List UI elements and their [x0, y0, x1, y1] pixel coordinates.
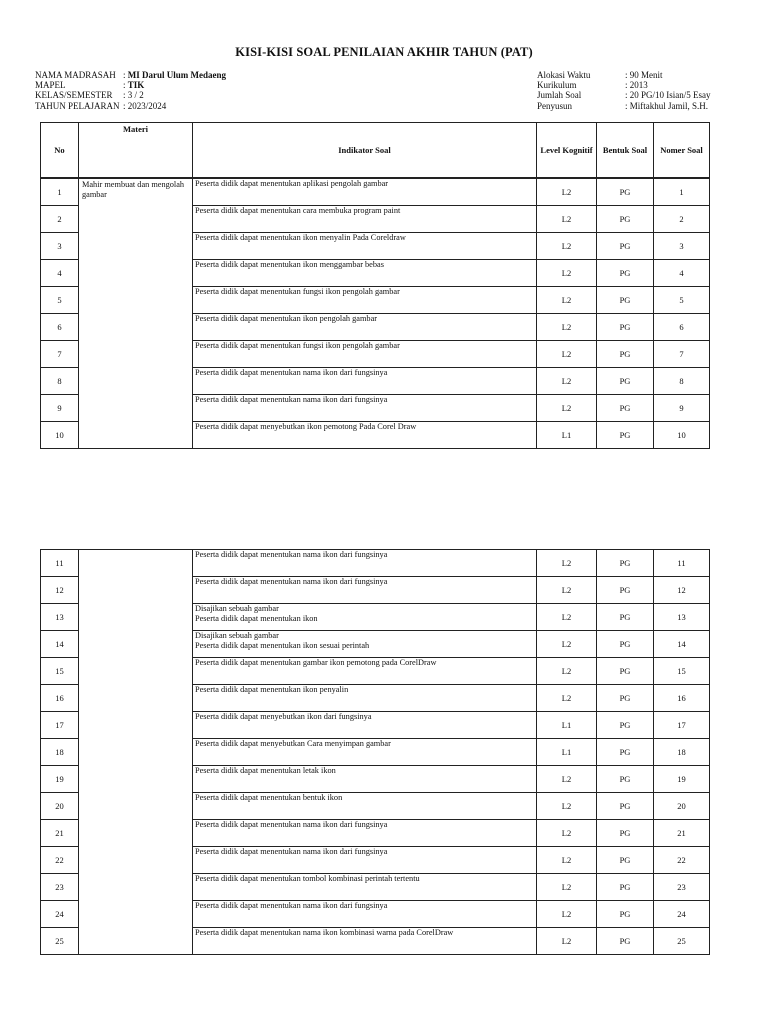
cell-bentuk: PG [597, 233, 654, 260]
cell-indikator [193, 341, 537, 368]
cell-no: 7 [41, 341, 79, 368]
meta-key: MAPEL [35, 80, 66, 91]
cell-bentuk: PG [597, 685, 654, 712]
indikator-line: Peserta didik dapat menentukan nama ikon dari fungsinya [195, 820, 388, 829]
cell-bentuk: PG [597, 550, 654, 577]
cell-level: L2 [537, 178, 597, 206]
header-level: Level Kognitif [537, 123, 597, 179]
cell-level: L1 [537, 739, 597, 766]
cell-indikator [193, 631, 537, 658]
cell-bentuk: PG [597, 260, 654, 287]
cell-indikator [193, 422, 537, 449]
cell-no: 19 [41, 766, 79, 793]
cell-level: L2 [537, 658, 597, 685]
cell-nomer: 2 [654, 206, 710, 233]
meta-right-block [537, 70, 711, 111]
meta-row-kelas: KELAS/SEMESTER : 3 / 2 [35, 90, 144, 101]
cell-nomer: 9 [654, 395, 710, 422]
cell-no: 5 [41, 287, 79, 314]
cell-indikator [193, 793, 537, 820]
cell-level: L2 [537, 287, 597, 314]
cell-nomer: 12 [654, 577, 710, 604]
cell-no: 10 [41, 422, 79, 449]
cell-indikator [193, 712, 537, 739]
meta-key: Kurikulum [537, 80, 577, 91]
indikator-line: Peserta didik dapat menentukan gambar ikon pemotong pada CorelDraw [195, 658, 437, 667]
cell-bentuk: PG [597, 712, 654, 739]
indikator-line: Peserta didik dapat menentukan ikon [195, 613, 318, 623]
meta-left-block [35, 70, 226, 111]
cell-level: L2 [537, 685, 597, 712]
meta-value: 2023/2024 [127, 100, 167, 111]
cell-bentuk: PG [597, 206, 654, 233]
header-materi: Materi [79, 123, 193, 179]
cell-level: L2 [537, 341, 597, 368]
cell-nomer: 17 [654, 712, 710, 739]
meta-row-mapel: MAPEL : TIK [35, 80, 145, 91]
cell-level: L2 [537, 928, 597, 955]
cell-indikator [193, 820, 537, 847]
cell-indikator [193, 550, 537, 577]
cell-nomer: 15 [654, 658, 710, 685]
cell-no: 16 [41, 685, 79, 712]
cell-bentuk: PG [597, 874, 654, 901]
indikator-line: Peserta didik dapat menentukan nama ikon dari fungsinya [195, 847, 388, 856]
cell-nomer: 23 [654, 874, 710, 901]
cell-indikator [193, 874, 537, 901]
indikator-line: Peserta didik dapat menyebutkan ikon pemotong Pada Corel Draw [195, 422, 417, 431]
indikator-line: Peserta didik dapat menentukan aplikasi pengolah gambar [195, 179, 389, 188]
cell-level: L2 [537, 577, 597, 604]
cell-no: 22 [41, 847, 79, 874]
kisi-table-page1 [40, 122, 710, 449]
cell-indikator [193, 928, 537, 955]
cell-bentuk: PG [597, 314, 654, 341]
cell-level: L1 [537, 712, 597, 739]
meta-value: Miftakhul Jamil, S.H. [629, 100, 709, 111]
cell-no: 24 [41, 901, 79, 928]
header-no: No [41, 123, 79, 179]
cell-bentuk: PG [597, 820, 654, 847]
header-nomer: Nomer Soal [654, 123, 710, 179]
table-row [41, 178, 710, 206]
cell-no: 14 [41, 631, 79, 658]
cell-nomer: 19 [654, 766, 710, 793]
cell-indikator [193, 368, 537, 395]
indikator-line: Peserta didik dapat menentukan ikon penyalin [195, 685, 349, 694]
cell-indikator [193, 577, 537, 604]
cell-nomer: 3 [654, 233, 710, 260]
cell-bentuk: PG [597, 368, 654, 395]
cell-bentuk: PG [597, 739, 654, 766]
meta-value: TIK [127, 80, 145, 91]
indikator-line: Peserta didik dapat menentukan fungsi ikon pengolah gambar [195, 287, 400, 296]
indikator-line: Peserta didik dapat menentukan ikon menyalin Pada Coreldraw [195, 233, 406, 242]
meta-key: KELAS/SEMESTER [35, 90, 113, 101]
meta-key: Penyusun [537, 100, 573, 111]
cell-indikator [193, 178, 537, 206]
cell-level: L2 [537, 793, 597, 820]
indikator-line: Peserta didik dapat menentukan ikon sesuai perintah [195, 640, 370, 650]
cell-no: 3 [41, 233, 79, 260]
cell-no: 15 [41, 658, 79, 685]
cell-no: 6 [41, 314, 79, 341]
header-bentuk: Bentuk Soal [597, 123, 654, 179]
indikator-line: Disajikan sebuah gambar [195, 604, 279, 613]
cell-bentuk: PG [597, 847, 654, 874]
indikator-line: Peserta didik dapat menentukan nama ikon dari fungsinya [195, 901, 388, 910]
cell-level: L2 [537, 847, 597, 874]
cell-level: L2 [537, 395, 597, 422]
meta-value: 90 Menit [629, 70, 663, 80]
cell-indikator [193, 685, 537, 712]
cell-no: 18 [41, 739, 79, 766]
cell-nomer: 6 [654, 314, 710, 341]
cell-no: 11 [41, 550, 79, 577]
cell-indikator [193, 847, 537, 874]
cell-indikator [193, 604, 537, 631]
cell-bentuk: PG [597, 793, 654, 820]
meta-value: 3 / 2 [127, 90, 144, 101]
cell-nomer: 18 [654, 739, 710, 766]
cell-indikator [193, 206, 537, 233]
cell-level: L2 [537, 874, 597, 901]
cell-no: 4 [41, 260, 79, 287]
cell-nomer: 11 [654, 550, 710, 577]
kisi-table-page2 [40, 549, 710, 955]
indikator-line: Peserta didik dapat menyebutkan ikon dari fungsinya [195, 712, 372, 721]
indikator-line: Disajikan sebuah gambar [195, 631, 279, 640]
meta-key: NAMA MADRASAH [35, 70, 116, 80]
cell-bentuk: PG [597, 604, 654, 631]
cell-nomer: 1 [654, 178, 710, 206]
cell-level: L2 [537, 901, 597, 928]
cell-bentuk: PG [597, 901, 654, 928]
cell-indikator [193, 233, 537, 260]
cell-indikator [193, 260, 537, 287]
indikator-line: Peserta didik dapat menentukan ikon menggambar bebas [195, 260, 384, 269]
meta-row-alokasi: Alokasi Waktu : 90 Menit [537, 70, 663, 80]
cell-bentuk: PG [597, 577, 654, 604]
cell-nomer: 21 [654, 820, 710, 847]
cell-bentuk: PG [597, 341, 654, 368]
cell-no: 17 [41, 712, 79, 739]
cell-bentuk: PG [597, 766, 654, 793]
header-indikator: Indikator Soal [193, 123, 537, 179]
cell-no: 13 [41, 604, 79, 631]
cell-level: L2 [537, 820, 597, 847]
cell-no: 23 [41, 874, 79, 901]
cell-indikator [193, 658, 537, 685]
indikator-line: Peserta didik dapat menentukan ikon pengolah gambar [195, 314, 378, 323]
table-row [41, 550, 710, 577]
cell-nomer: 20 [654, 793, 710, 820]
cell-no: 9 [41, 395, 79, 422]
cell-bentuk: PG [597, 422, 654, 449]
cell-materi [79, 550, 193, 955]
cell-indikator [193, 766, 537, 793]
cell-nomer: 16 [654, 685, 710, 712]
meta-row-madrasah: NAMA MADRASAH : MI Darul Ulum Medaeng [35, 70, 227, 80]
indikator-line: Peserta didik dapat menentukan nama ikon dari fungsinya [195, 550, 388, 559]
indikator-line: Peserta didik dapat menentukan bentuk ikon [195, 793, 343, 802]
cell-indikator [193, 901, 537, 928]
table-body-page1 [41, 178, 710, 449]
meta-key: TAHUN PELAJARAN [35, 100, 120, 111]
table-header-row [41, 123, 710, 179]
indikator-line: Peserta didik dapat menentukan letak ikon [195, 766, 336, 775]
meta-key: Jumlah Soal [537, 90, 582, 101]
indikator-line: Peserta didik dapat menentukan nama ikon kombinasi warna pada CorelDraw [195, 928, 454, 937]
cell-nomer: 4 [654, 260, 710, 287]
cell-bentuk: PG [597, 287, 654, 314]
cell-level: L2 [537, 233, 597, 260]
meta-row-kurikulum: Kurikulum : 2013 [537, 80, 648, 91]
meta-value: MI Darul Ulum Medaeng [127, 70, 227, 80]
cell-level: L2 [537, 604, 597, 631]
cell-indikator [193, 287, 537, 314]
cell-level: L2 [537, 260, 597, 287]
indikator-line: Peserta didik dapat menyebutkan Cara menyimpan gambar [195, 739, 391, 748]
meta-value: 2013 [629, 80, 648, 91]
cell-no: 2 [41, 206, 79, 233]
meta-row-tahun: TAHUN PELAJARAN : 2023/2024 [35, 100, 167, 111]
cell-nomer: 25 [654, 928, 710, 955]
indikator-line: Peserta didik dapat menentukan nama ikon dari fungsinya [195, 577, 388, 586]
cell-level: L2 [537, 550, 597, 577]
cell-level: L2 [537, 314, 597, 341]
cell-nomer: 10 [654, 422, 710, 449]
cell-indikator [193, 739, 537, 766]
cell-nomer: 7 [654, 341, 710, 368]
meta-row-penyusun: Penyusun : Miftakhul Jamil, S.H. [537, 100, 709, 111]
indikator-line: Peserta didik dapat menentukan nama ikon dari fungsinya [195, 395, 388, 404]
cell-bentuk: PG [597, 928, 654, 955]
cell-nomer: 14 [654, 631, 710, 658]
indikator-line: Peserta didik dapat menentukan nama ikon dari fungsinya [195, 368, 388, 377]
meta-key: Alokasi Waktu [537, 70, 591, 80]
cell-nomer: 5 [654, 287, 710, 314]
meta-value: 20 PG/10 Isian/5 Esay [629, 90, 711, 101]
cell-nomer: 22 [654, 847, 710, 874]
cell-bentuk: PG [597, 178, 654, 206]
cell-bentuk: PG [597, 658, 654, 685]
table-body-page2 [41, 550, 710, 955]
cell-no: 12 [41, 577, 79, 604]
document-title: KISI-KISI SOAL PENILAIAN AKHIR TAHUN (PAT) [235, 45, 533, 59]
cell-no: 1 [41, 178, 79, 206]
cell-level: L2 [537, 766, 597, 793]
cell-nomer: 8 [654, 368, 710, 395]
cell-indikator [193, 395, 537, 422]
cell-bentuk: PG [597, 395, 654, 422]
indikator-line: Peserta didik dapat menentukan cara membuka program paint [195, 206, 401, 215]
cell-indikator [193, 314, 537, 341]
cell-level: L1 [537, 422, 597, 449]
cell-nomer: 24 [654, 901, 710, 928]
cell-no: 21 [41, 820, 79, 847]
cell-level: L2 [537, 631, 597, 658]
cell-materi: Mahir membuat dan mengolah gambar [79, 178, 193, 449]
cell-no: 20 [41, 793, 79, 820]
meta-row-jumlah: Jumlah Soal : 20 PG/10 Isian/5 Esay [537, 90, 711, 101]
cell-bentuk: PG [597, 631, 654, 658]
cell-level: L2 [537, 206, 597, 233]
indikator-line: Peserta didik dapat menentukan tombol kombinasi perintah tertentu [195, 874, 420, 883]
cell-no: 8 [41, 368, 79, 395]
indikator-line: Peserta didik dapat menentukan fungsi ikon pengolah gambar [195, 341, 400, 350]
cell-level: L2 [537, 368, 597, 395]
cell-no: 25 [41, 928, 79, 955]
cell-nomer: 13 [654, 604, 710, 631]
